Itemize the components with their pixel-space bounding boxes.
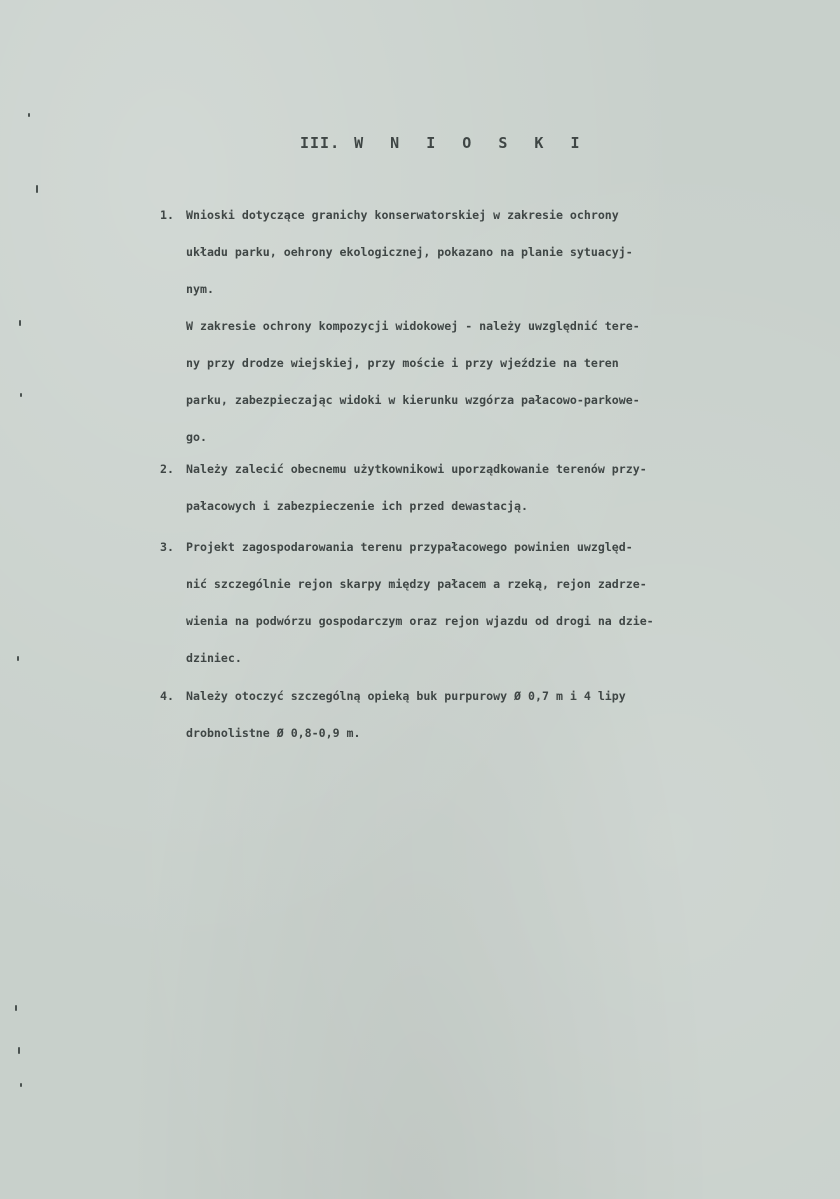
margin-mark xyxy=(20,393,22,397)
text-line: dziniec. xyxy=(186,651,242,665)
conclusion-item-2 xyxy=(160,451,800,525)
section-number: III. xyxy=(300,134,341,152)
margin-mark xyxy=(28,113,30,117)
section-heading xyxy=(300,134,586,152)
item-number: 2. xyxy=(160,462,174,476)
margin-mark xyxy=(36,185,38,193)
margin-mark xyxy=(19,320,21,326)
text-line: drobnolistne Ø 0,8-0,9 m. xyxy=(186,726,361,740)
text-line: Wnioski dotyczące granichy konserwatorskiej w zakresie ochrony xyxy=(186,208,619,222)
text-line: W zakresie ochrony kompozycji widokowej - należy uwzględnić tere- xyxy=(186,319,640,333)
margin-mark xyxy=(18,1047,20,1054)
item-number: 1. xyxy=(160,208,174,222)
text-line: wienia na podwórzu gospodarczym oraz rejon wjazdu od drogi na dzie- xyxy=(186,614,654,628)
margin-mark xyxy=(17,656,19,661)
text-line: ny przy drodze wiejskiej, przy moście i przy wjeździe na teren xyxy=(186,356,619,370)
conclusion-item-3 xyxy=(160,529,800,677)
text-line: układu parku, oehrony ekologicznej, pokazano na planie sytuacyj- xyxy=(186,245,633,259)
text-line: nym. xyxy=(186,282,214,296)
item-number: 3. xyxy=(160,540,174,554)
text-line: Należy zalecić obecnemu użytkownikowi uporządkowanie terenów przy- xyxy=(186,462,647,476)
text-line: Projekt zagospodarowania terenu przypałacowego powinien uwzględ- xyxy=(186,540,633,554)
text-line: pałacowych i zabezpieczenie ich przed dewastacją. xyxy=(186,499,529,513)
conclusion-item-1 xyxy=(160,197,800,456)
margin-mark xyxy=(20,1083,22,1087)
text-line: parku, zabezpieczając widoki w kierunku wzgórza pałacowo-parkowe- xyxy=(186,393,640,407)
text-line: go. xyxy=(186,430,207,444)
text-line: nić szczególnie rejon skarpy między pałacem a rzeką, rejon zadrze- xyxy=(186,577,647,591)
conclusion-item-4 xyxy=(160,678,800,752)
section-title: W N I O S K I xyxy=(354,134,586,152)
text-line: Należy otoczyć szczególną opieką buk purpurowy Ø 0,7 m i 4 lipy xyxy=(186,689,626,703)
margin-mark xyxy=(15,1005,17,1011)
item-number: 4. xyxy=(160,689,174,703)
